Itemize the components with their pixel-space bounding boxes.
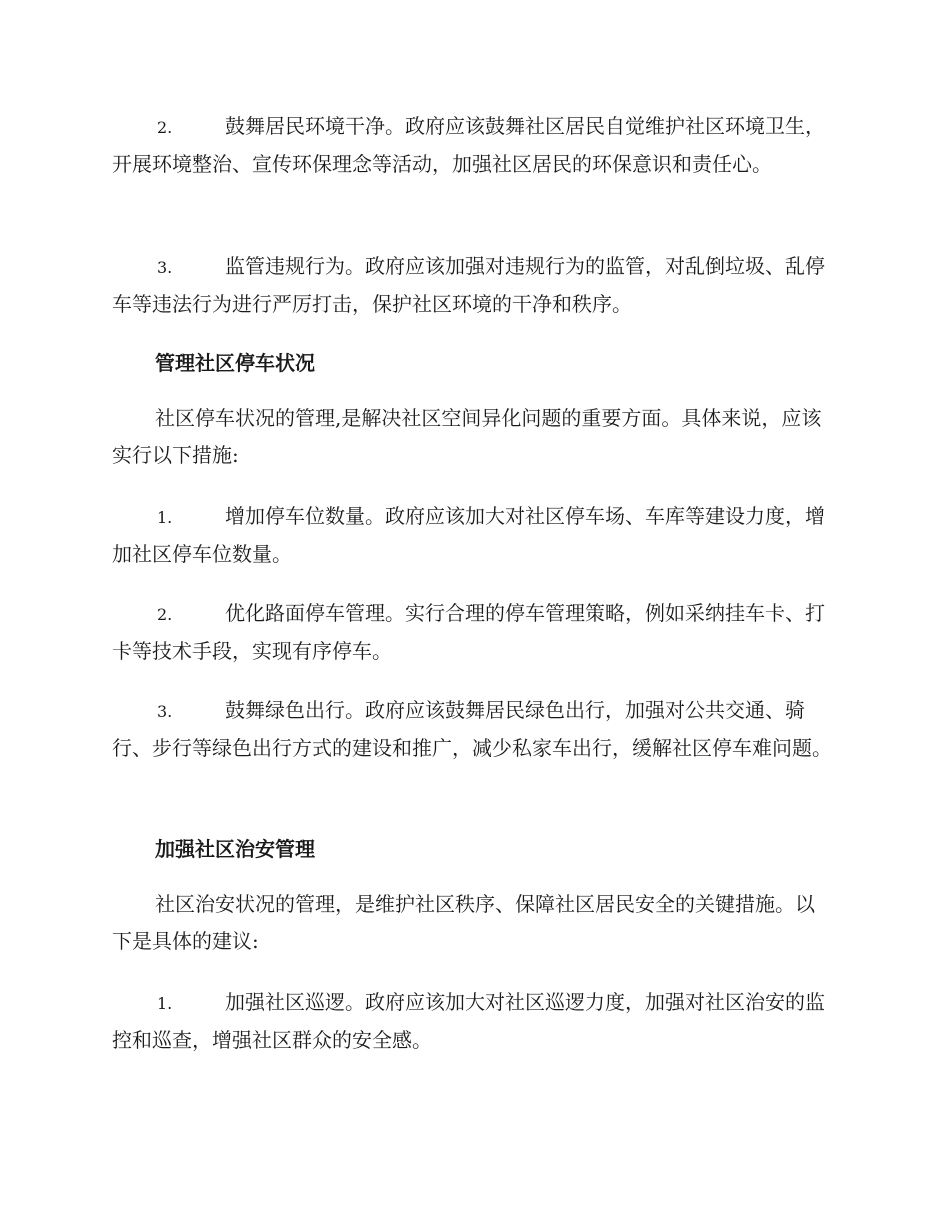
list-item <box>112 248 834 323</box>
item-text: 优化路面停车管理。实行合理的停车管理策略，例如采纳挂车卡、打卡等技术手段，实现有序停车。 <box>112 601 825 663</box>
item-text: 加强社区巡逻。政府应该加大对社区巡逻力度，加强对社区治安的监控和巡查，增强社区群众的安全感。 <box>112 990 825 1052</box>
item-text: 鼓舞居民环境干净。政府应该鼓舞社区居民自觉维护社区环境卫生，开展环境整治、宣传环保理念等活动，加强社区居民的环保意识和责任心。 <box>112 114 825 176</box>
item-number: 1. <box>157 994 173 1013</box>
list-item <box>112 498 834 573</box>
list-item <box>112 984 834 1059</box>
item-number: 3. <box>157 702 173 721</box>
list-item <box>112 692 834 767</box>
paragraph-parking-intro: 社区停车状况的管理,是解决社区空间异化问题的重要方面。具体来说，应该实行以下措施: <box>112 406 822 467</box>
section-heading-security: 加强社区治安管理 <box>155 837 315 861</box>
paragraph-security-intro: 社区治安状况的管理，是维护社区秩序、保障社区居民安全的关键措施。以下是具体的建议: <box>112 892 815 953</box>
list-item <box>112 108 834 183</box>
item-text: 增加停车位数量。政府应该加大对社区停车场、车库等建设力度，增加社区停车位数量。 <box>112 504 825 566</box>
list-item <box>112 595 834 670</box>
item-text: 鼓舞绿色出行。政府应该鼓舞居民绿色出行，加强对公共交通、骑行、步行等绿色出行方式的建设和推广，减少私家车出行，缓解社区停车难问题。 <box>112 698 832 760</box>
item-number: 3. <box>157 258 173 277</box>
item-number: 2. <box>157 605 173 624</box>
item-number: 2. <box>157 118 173 137</box>
item-text: 监管违规行为。政府应该加强对违规行为的监管，对乱倒垃圾、乱停车等违法行为进行严厉打击，保护社区环境的干净和秩序。 <box>112 254 825 316</box>
item-number: 1. <box>157 508 173 527</box>
section-heading-parking: 管理社区停车状况 <box>155 351 315 375</box>
